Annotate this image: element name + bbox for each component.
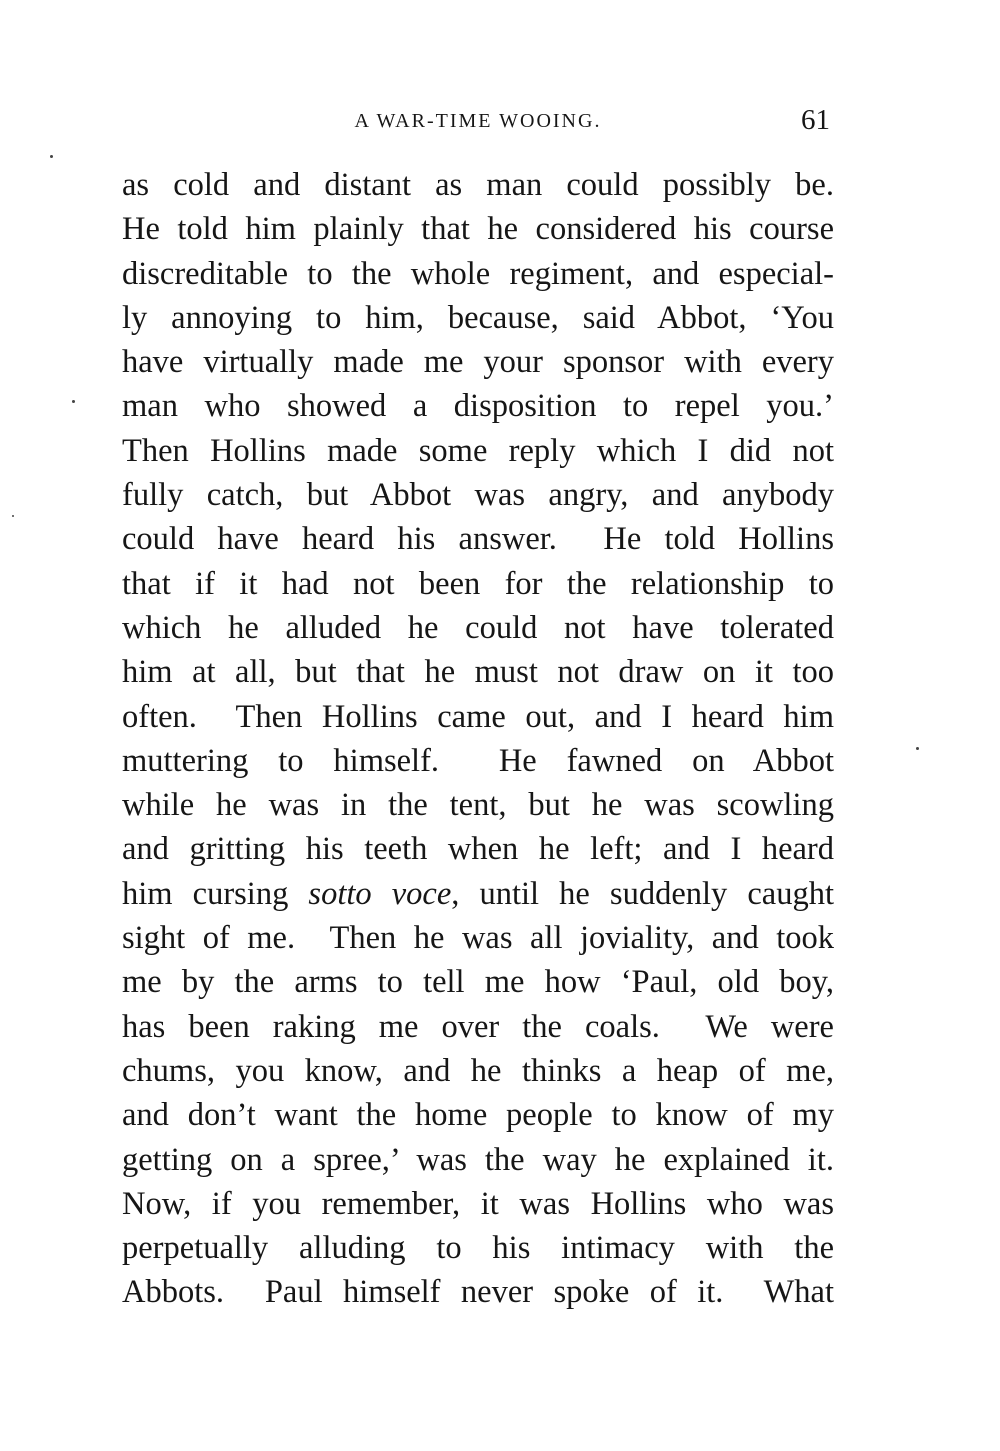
running-title: A WAR-TIME WOOING. xyxy=(354,110,602,132)
text-line: sight of me. Then he was all joviality, and took xyxy=(122,920,834,957)
italic-phrase: sotto voce xyxy=(308,875,452,912)
text-line: me by the arms to tell me how ‘Paul, old boy, xyxy=(122,964,834,1001)
text-line: while he was in the tent, but he was scowling xyxy=(122,787,834,824)
print-speck xyxy=(72,400,75,403)
text-line: man who showed a disposition to repel you.’ xyxy=(122,388,834,425)
text-line: discreditable to the whole regiment, and especial- xyxy=(122,255,834,292)
text-line: has been raking me over the coals. We were xyxy=(122,1008,834,1045)
print-speck xyxy=(50,155,53,158)
text-line: have virtually made me your sponsor with every xyxy=(122,344,834,381)
text-line: Then Hollins made some reply which I did not xyxy=(122,432,834,469)
body-text xyxy=(122,163,834,1315)
text-line: often. Then Hollins came out, and I heard him xyxy=(122,698,834,735)
text-line: perpetually alluding to his intimacy with the xyxy=(122,1230,834,1267)
text-line: that if it had not been for the relationship to xyxy=(122,565,834,602)
page-number: 61 xyxy=(801,104,830,136)
text-line: him cursing sotto voce, until he suddenly caught xyxy=(122,875,834,912)
print-speck xyxy=(916,747,919,750)
text-line: getting on a spree,’ was the way he explained it. xyxy=(122,1141,834,1178)
text-line: as cold and distant as man could possibly be. xyxy=(122,167,834,203)
text-line: and gritting his teeth when he left; and I heard xyxy=(122,831,834,868)
running-header xyxy=(122,104,834,140)
text-line: which he alluded he could not have tolerated xyxy=(122,609,834,646)
text-line: him at all, but that he must not draw on it too xyxy=(122,654,834,691)
text-line: and don’t want the home people to know of my xyxy=(122,1097,834,1134)
text-line: He told him plainly that he considered his course xyxy=(122,211,834,248)
print-speck xyxy=(12,515,14,517)
text-line: Abbots. Paul himself never spoke of it. What xyxy=(122,1274,834,1311)
text-line: Now, if you remember, it was Hollins who was xyxy=(122,1185,834,1222)
text-line: ly annoying to him, because, said Abbot, ‘You xyxy=(122,299,834,336)
text-line: fully catch, but Abbot was angry, and anybody xyxy=(122,477,834,514)
text-line: muttering to himself. He fawned on Abbot xyxy=(122,742,834,779)
text-line: chums, you know, and he thinks a heap of me, xyxy=(122,1052,834,1089)
text-line: could have heard his answer. He told Hollins xyxy=(122,521,834,558)
